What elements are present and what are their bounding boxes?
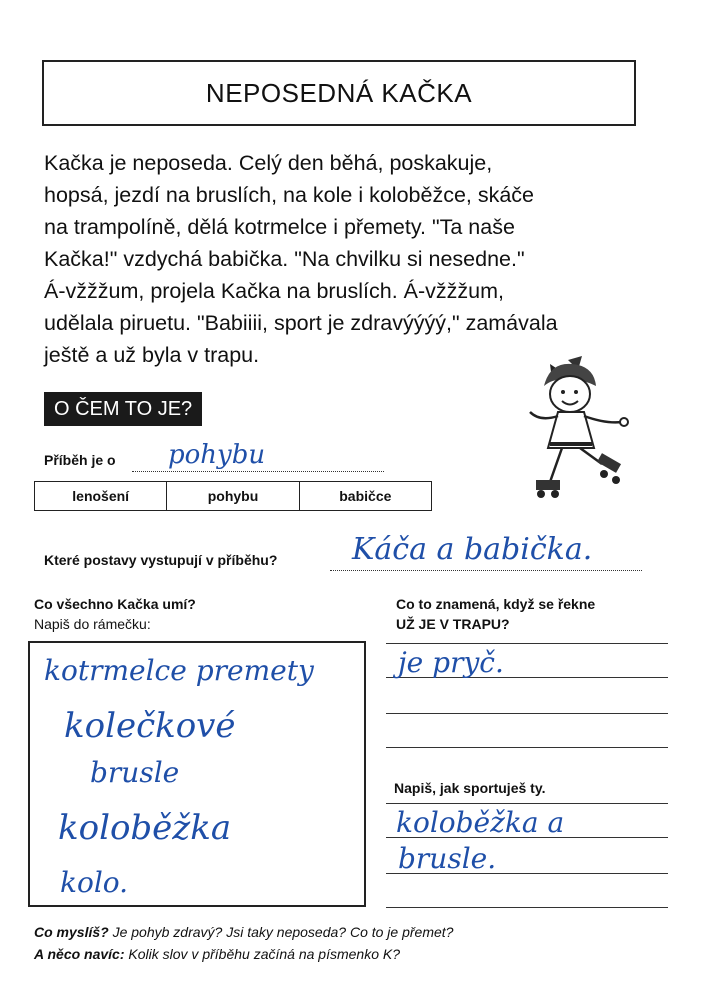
q4-answer-line bbox=[386, 746, 668, 748]
q5-answer-line bbox=[386, 802, 668, 804]
story-line: hopsá, jezdí na bruslích, na kole i koloběžce, skáče bbox=[44, 183, 535, 207]
q2-prompt: Které postavy vystupují v příběhu? bbox=[44, 552, 278, 568]
story-line: ještě a už byla v trapu. bbox=[44, 343, 260, 367]
q3-prompt-line2: Napiš do rámečku: bbox=[34, 616, 151, 632]
q3-handwritten-answer: kotrmelce premety bbox=[44, 654, 314, 687]
q3-handwritten-answer: kolo. bbox=[60, 866, 129, 899]
girl-on-skates-illustration bbox=[510, 352, 636, 502]
q1-answer-line bbox=[132, 470, 384, 472]
footer-line-1-lead: Co myslíš? bbox=[34, 924, 109, 940]
q1-prompt: Příběh je o bbox=[44, 452, 116, 468]
q4-answer-line bbox=[386, 712, 668, 714]
footer-line-1 bbox=[34, 924, 453, 940]
story-text bbox=[44, 147, 644, 371]
q5-answer-line bbox=[386, 906, 668, 908]
q3-prompt-line1: Co všechno Kačka umí? bbox=[34, 596, 196, 612]
footer-line-2-text: Kolik slov v příběhu začíná na písmenko K? bbox=[128, 946, 400, 962]
footer-line-2 bbox=[34, 946, 400, 962]
q1-handwritten-answer: pohybu bbox=[168, 440, 266, 470]
story-line: udělala piruetu. "Babiiii, sport je zdravýýýý," zamávala bbox=[44, 311, 558, 335]
q4-handwritten-answer: je pryč. bbox=[398, 646, 504, 679]
q3-handwritten-answer: brusle bbox=[90, 756, 180, 789]
story-line: Kačka je neposeda. Celý den běhá, poskakuje, bbox=[44, 151, 493, 175]
worksheet-title: NEPOSEDNÁ KAČKA bbox=[42, 60, 636, 126]
q2-handwritten-answer: Káča a babička. bbox=[352, 532, 593, 567]
q2-answer-line bbox=[330, 569, 642, 571]
q5-handwritten-answer: koloběžka a bbox=[396, 806, 565, 839]
option-cell: babičce bbox=[339, 488, 392, 504]
q1-options-table bbox=[34, 481, 432, 511]
footer-line-2-lead: A něco navíc: bbox=[34, 946, 125, 962]
option-cell: lenošení bbox=[35, 482, 167, 510]
q3-handwritten-answer: koloběžka bbox=[58, 808, 232, 848]
q4-prompt-line1: Co to znamená, když se řekne bbox=[396, 596, 596, 612]
q4-prompt-line2: UŽ JE V TRAPU? bbox=[396, 616, 510, 632]
option-cell: pohybu bbox=[167, 482, 299, 510]
q5-handwritten-answer: brusle. bbox=[398, 842, 497, 875]
q5-prompt: Napiš, jak sportuješ ty. bbox=[394, 780, 546, 796]
story-line: na trampolíně, dělá kotrmelce i přemety. "Ta naše bbox=[44, 215, 515, 239]
q3-handwritten-answer: kolečkové bbox=[64, 706, 236, 746]
story-line: Á-vžžžum, projela Kačka na bruslích. Á-vžžžum, bbox=[44, 279, 505, 303]
story-line: Kačka!" vzdychá babička. "Na chvilku si nesedne." bbox=[44, 247, 525, 271]
q4-answer-line bbox=[386, 642, 668, 644]
footer-line-1-text: Je pohyb zdravý? Jsi taky neposeda? Co to je přemet? bbox=[112, 924, 454, 940]
section-heading: O ČEM TO JE? bbox=[44, 392, 202, 426]
